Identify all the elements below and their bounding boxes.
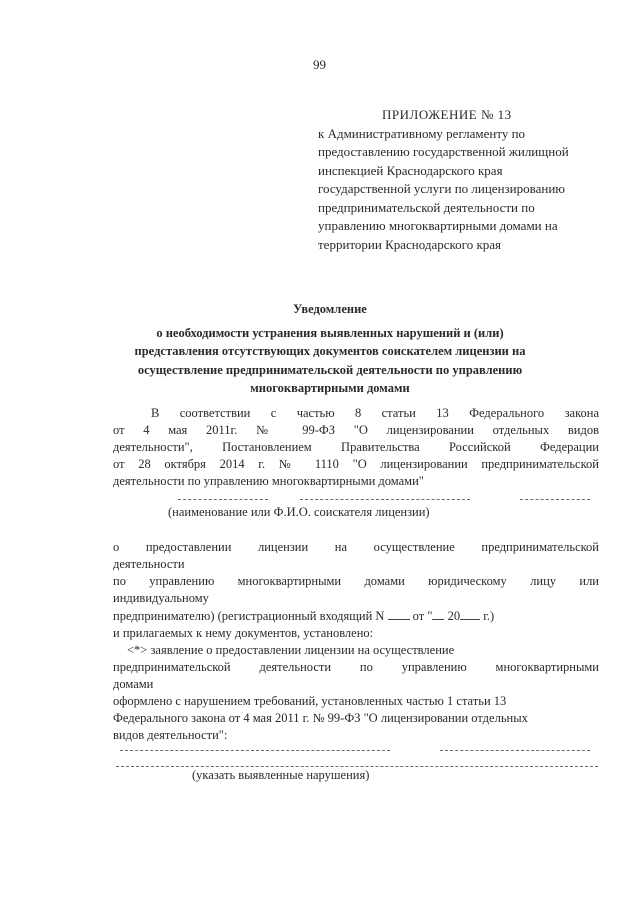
violation-fill-line: [116, 766, 598, 767]
applicant-fill-line: [300, 499, 470, 500]
violation-fill-line: [440, 750, 590, 751]
appendix-line: территории Краснодарского края: [318, 236, 502, 252]
paragraph-line: от 28 октября 2014 г. № 1110 "О лицензировании предпринимательской: [113, 457, 599, 471]
applicant-fill-line: [178, 499, 268, 500]
paragraph-line: В соответствии с частью 8 статьи 13 Федерального закона: [151, 406, 599, 420]
legal-basis-paragraph: [113, 405, 599, 490]
paragraph-line: от 4 мая 2011г. № 99-ФЗ "О лицензировании отдельных видов: [113, 423, 599, 437]
paragraph-line: деятельности", Постановлением Правительства Российской Федерации: [113, 440, 599, 454]
applicant-caption: (наименование или Ф.И.О. соискателя лицензии): [168, 505, 430, 519]
appendix-block: [318, 106, 618, 254]
notice-line: видов деятельности":: [113, 728, 228, 742]
applicant-fill-line: [520, 499, 590, 500]
appendix-line: к Административному регламенту по: [318, 125, 526, 141]
notice-line: Федерального закона от 4 мая 2011 г. № 99-ФЗ "О лицензировании отдельных: [113, 711, 528, 725]
notice-line: домами: [113, 677, 154, 691]
notice-line: по управлению многоквартирными домами юридическому лицу или: [113, 574, 599, 588]
paragraph-line: деятельности по управлению многоквартирными домами": [113, 474, 424, 488]
registration-line: [113, 607, 599, 625]
appendix-line: инспекцией Краснодарского края: [318, 162, 503, 178]
notice-line: оформлено с нарушением требований, установленных частью 1 статьи 13: [113, 694, 507, 708]
appendix-line: управлению многоквартирными домами на: [318, 218, 558, 233]
registration-from-text: от ": [412, 609, 433, 623]
registration-number-blank: [388, 607, 410, 620]
registration-year-text: 20: [447, 609, 461, 623]
appendix-title: ПРИЛОЖЕНИЕ № 13: [382, 107, 512, 122]
page-number: 99: [313, 57, 326, 72]
notice-line: предпринимательской деятельности по управлению многоквартирными: [113, 660, 599, 674]
notice-heading: [110, 300, 550, 398]
appendix-line: государственной услуги по лицензированию: [318, 181, 565, 196]
notice-line: индивидуальному: [113, 591, 209, 605]
notice-paragraph: [113, 539, 599, 744]
registration-suffix-text: г.): [483, 609, 495, 623]
registration-day-blank: [432, 607, 444, 620]
notice-line: о предоставлении лицензии на осуществление предпринимательской: [113, 540, 599, 554]
heading-line: представления отсутствующих документов соискателем лицензии на: [134, 344, 526, 358]
appendix-line: предпринимательской деятельности по: [318, 199, 535, 215]
violation-fill-line: [120, 750, 390, 751]
heading-line: о необходимости устранения выявленных нарушений и (или): [156, 325, 504, 340]
notice-line: и прилагаемых к нему документов, установлено:: [113, 626, 374, 640]
heading-line: осуществление предпринимательской деятельности по управлению: [137, 362, 523, 377]
registration-text: предпринимателю) (регистрационный входящий N: [113, 609, 385, 623]
heading-line: многоквартирными домами: [250, 381, 410, 395]
appendix-line: предоставлению государственной жилищной: [318, 144, 569, 159]
registration-year-blank: [460, 607, 480, 620]
notice-title: Уведомление: [293, 302, 367, 316]
notice-line: деятельности: [113, 557, 185, 571]
notice-line: <*> заявление о предоставлении лицензии на осуществление: [127, 643, 455, 657]
violations-caption: (указать выявленные нарушения): [192, 768, 370, 782]
